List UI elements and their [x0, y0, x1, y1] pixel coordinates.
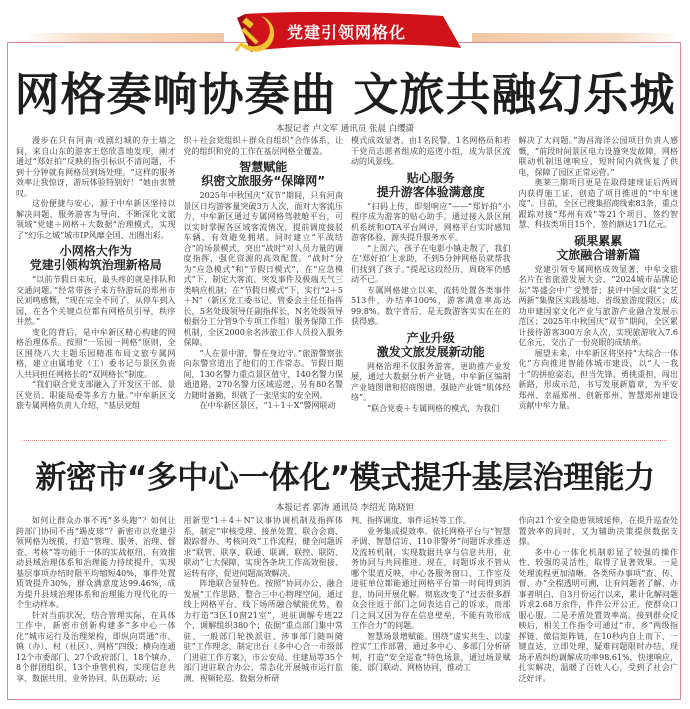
article-divider: [22, 440, 667, 441]
paragraph: “人在景中游，警在身边守。”旅游警察张向东警官道出了他们的工作常态。节假日期间，130名警力重点景区值守，140名警力保通道路，270名警力区域巡逻，另有80名警力随时备勤，织就了一张坚实的安全网。: [183, 348, 343, 400]
paragraph: 作向21个安全隐患领域延伸，在提升巡查处置效率的同时，又为辅助决策提供数据支撑。: [518, 516, 678, 546]
paragraph: 漫步在只有河南·戏剧幻城的夯土墙之间，来自山东的游客王悠欣喜地发现，刚才通过“郑好拍”反映的指引标识不清问题，不到十分钟就有网格员到场处理。“这样的服务效率让我惊讶，游玩体验特别好！”她由衷赞叹。: [16, 136, 176, 198]
paragraph: 织＋社会党组织＋群众自组织”合作体系，让党的组织和党的工作在基层网格全覆盖。: [183, 136, 343, 156]
paragraph: 阵地联合显特色。按照“协同办公、融合发展”工作思路，整合三中心物理空间，通过线上网格平台、线下场所融合赋能优势，着力打造“3区10窗21室”，进驻调解专班22个、调解组织380个；依据“重点部门集中常驻、一般部门轮换派驻、涉事部门随叫随驻”工作理念，制定出台《多中心合一市级部门进驻工作方案》，市公安局、住建局等35个部门进驻联合办公，常态化开展城市运行监测、视频轮巡、数据分析研: [183, 579, 343, 683]
paragraph: “上周六，孩子在电影小镇走散了，我们在‘郑好拍’上求助，不到5分钟网格员就帮我们找到了孩子。”提起这段经历，周晓军仍感动不已。: [351, 243, 511, 284]
paragraph: 判、指挥调度、事件运转等工作。: [351, 516, 471, 525]
paragraph: “联合党委＋专属网格的模式，为我们: [367, 403, 500, 413]
text-column: [351, 136, 511, 414]
paragraph: “扫码上传，即刻响应”——“郑好拍”小程序成为游客的贴心助手。通过接入景区闸机系统和OTA平台网评，网格平台实时感知游客体验，源头提升服务水平。: [351, 201, 511, 242]
text-column: [184, 136, 344, 414]
text-column: [519, 516, 679, 684]
section-banner: [215, 8, 465, 56]
article-2-byline: 本报记者 郭涛 通讯员 李绍光 陈晓钽: [275, 503, 415, 513]
paragraph: 变化的背后，是中牟新区精心构建的网格治理体系。按照“一乐园一网格”原则，全区围绕八大主题乐园精准布局文旅专属网格，建立由属地党（工）委书记与景区负责人共同担任网格长的“双网格长”制度。: [16, 327, 176, 379]
subheading: 小网格大作为 党建引领构筑治理新格局: [29, 244, 162, 272]
paragraph: 专属网格建立以来，流转处置各类事件513件，办结率100%，游客满意率高达99.8%。数字背后，是无数游客实实在在的获得感。: [351, 285, 511, 326]
text-column: [184, 516, 344, 684]
text-column: [16, 136, 176, 414]
paragraph: 解决了大问题。”海昌海洋公园项目负责人感慨，“前段时间景区电力设施突发故障，网格联动机制迅速响应，短时间内就恢复了供电，保障了园区正常运营。”: [518, 136, 678, 177]
subheading: 智慧赋能 织密文旅服务“保障网”: [201, 160, 326, 188]
paragraph: 智慧场景增赋能。围绕“虚实共生、以虚控实”工作部署，通过多中心、多部门分析研判，打造“安全巡查”特色场景，通过场景赋能、部门联动、网格协同，推动工: [351, 631, 511, 672]
text-column: [16, 516, 176, 684]
paragraph: 网格治理不仅服务游客，更助推产业发展，通过大数据分析产业链，中牟新区编制产业链图谱和招商图谱，强链产业链“肌体经络”。: [351, 361, 511, 402]
article-2-headline: 新密市“多中心一体化”模式提升基层治理能力: [35, 460, 655, 496]
paragraph: 如何让群众办事不再“多头跑”？如何让跨部门协同不再“踢皮球”？新密市以党建引领网格为统揽，打造“管理、服务、治理、督查、考核”等功能于一体的实战枢纽，有效推动县域治理体系和治理能力持续提升，实现基层事项办结时限平均缩短40%，事件处置质效提升30%，群众满意度达99.46%，成为提升县域治理体系和治理能力现代化的一个生动样本。: [16, 516, 176, 609]
paragraph: 用新型“1＋4＋N”议事协调机制及指挥体系，制定“审核受理、接单处置、联合会商、跟踪督办、考核问效”工作流程，健全问题诉求“联管、联享、联通、联调、联控、联防、联动”七大保障，实现各条块工作高效衔接、运转有序，促进问题高效解决。: [183, 516, 343, 578]
paragraph: 业务集成提效率。依托网格平台与“智慧矛调、智慧信访、110非警务”问题诉求推送及流转机制，实现数据共享与信息共用，业务协同与共同推进。现在，问题诉求不管从哪个渠道反映，中心各服务窗口、工作室及进驻单位都能通过网格平台第一时间得到消息，协同开展化解。彻底改变了“过去很多群众会往返于部门之间表达自己的诉求，而部门之间又因为存在信息壁垒，不能有效形成工作合力”的问题。: [351, 526, 511, 630]
text-column: [519, 136, 679, 414]
paragraph: 展望未来，中牟新区将坚持“大综合一体化”方向推进智能体城市建设，以“人一我十”的拼抢姿态，担当先锋，勇挑重担，闯出新路，形成示范，书写发展新篇章，为平安郑州、幸福郑州、创新郑州、智慧郑州建设贡献中牟力量。: [518, 348, 678, 410]
paragraph: 针对当前状况，结合管理实际，在具体工作中，新密市创新构建多“多中心一体化”城市运行及治理架构，即纵向贯通“市、镇（办）、村（社区）、网格”四级；横向连通12个市委部门、27个政府部门、18个镇办、8个群团组织、13个垂管机构，实现信息共享、数据共用、业务协同、队伍联动；运: [16, 610, 176, 683]
paragraph: 在中牟新区景区，“1＋1＋X”警网联动: [199, 401, 336, 410]
paragraph: “我们联合党支部融入了开发区干部、景区党员、职能局委等多方力量。”中牟新区文旅专属网格负责人介绍，“基层党组: [16, 380, 176, 410]
paragraph: 2025年中秋国庆“双节”期间，只有河南景区日均游客量突破3万人次，面对大客流压力，中牟新区通过专属网格驾驶舱平台，可以实时掌握各区域客流情况，提前调度接驳车辆，有效避免拥堵。同时建立“平战结合”的场景模式，突出“战时”对人员力量的调度指挥，强化资源的高效配置。“战时”分为“应急模式”和“节假日模式”，在“应急模式”下，制定大客流、突发事件及极端天气三类响应机制；在“节假日模式”下，实行“2＋5＋N”（新区党工委书记、管委会主任任指挥长，5名处级领导任副指挥长，N名处级领导根据分工分管9个专项工作组）服务保障工作机制，全区2000余名涉旅工作人员投入服务保障。: [183, 191, 343, 347]
subheading: 产业升级 激发文旅发展新动能: [376, 330, 485, 359]
article-1-body: [16, 136, 678, 414]
subheading: 硕果累累 文旅融合谱新篇: [556, 233, 641, 262]
paragraph: “以前节假日来玩，最头疼的就是排队和交通问题。”经常带孩子来方特游玩的郑州市民刘鸣感慨，“现在完全不同了，从停车到入园，在各个关键点位都有网格员引导，秩序井然。”: [16, 275, 176, 326]
paragraph: 多中心一体化机制彰显了较强的操作性、较强的灵活性，取得了显著效果。一是处理流程更加清晰。各类所办事项“查、传、督、办”全程透明可溯，让有问题者了解，办事者明白，自3月份运行以来，累计化解问题诉求2.68万余件，件件公开公正，使群众口服心服。二是矛盾处置效率高。接到群众反映后，相关工作指令可通过“市、乡”两级指挥链、微信矩阵链，在10秒内自上而下、一键直达，立即处理，疑难问题限时办结，现场矛盾纠纷调解成功率98.61%，快速响应，扎实解决，温暖了百姓人心，受到了社会广泛好评。: [518, 547, 678, 683]
article-2-body: [16, 516, 678, 684]
paragraph: 党建引领专属网格成效显著，中牟文旅名片在省旅游发展大会、“2024城市品牌论坛”等盛会中广受赞誉；获评中国文联“文艺两新”集聚区实践基地、省级旅游度假区；成功申建国家文化产业与旅游产业融合发展示范区；2025年中秋国庆“双节”期间，全区累计接待游客300万余人次，实现旅游收入7.6亿余元，交出了一份亮眼的成绩单。: [518, 264, 678, 347]
article-1-headline: 网格奏响协奏曲 文旅共融幻乐城: [14, 68, 676, 121]
text-column: [351, 516, 511, 684]
hammer-sickle-icon: [233, 10, 283, 58]
paragraph: 奥莱三期项目更是在取得建规证后两周内获得施工证，创造了项目推进的“中牟速度”。目前，全区已搜集招商线索83条，重点跟踪对接“郑州有戏”等21个项目，签约智慧、科技类项目15个，签约额达171亿元。: [518, 178, 678, 229]
subheading: 贴心服务 提升游客体验满意度: [376, 170, 485, 199]
section-banner-label: 党建引领网格化: [287, 23, 407, 42]
paragraph: 这份便捷与安心，源于中牟新区坚持以解决问题、服务游客为导向，不断深化文旅领域“党建＋网格＋大数据”治理模式，实现了“幻乐之城”城市IP风靡全国、出圈出彩。: [16, 199, 176, 240]
paragraph: 模式成效显著。由1名民警、1名网格员和若干党员志愿者组成的巡逻小组，成为景区流动的风景线。: [351, 136, 511, 166]
article-1-byline: 本报记者 卢文军 通讯员 张晨 白缨潇: [275, 124, 415, 134]
